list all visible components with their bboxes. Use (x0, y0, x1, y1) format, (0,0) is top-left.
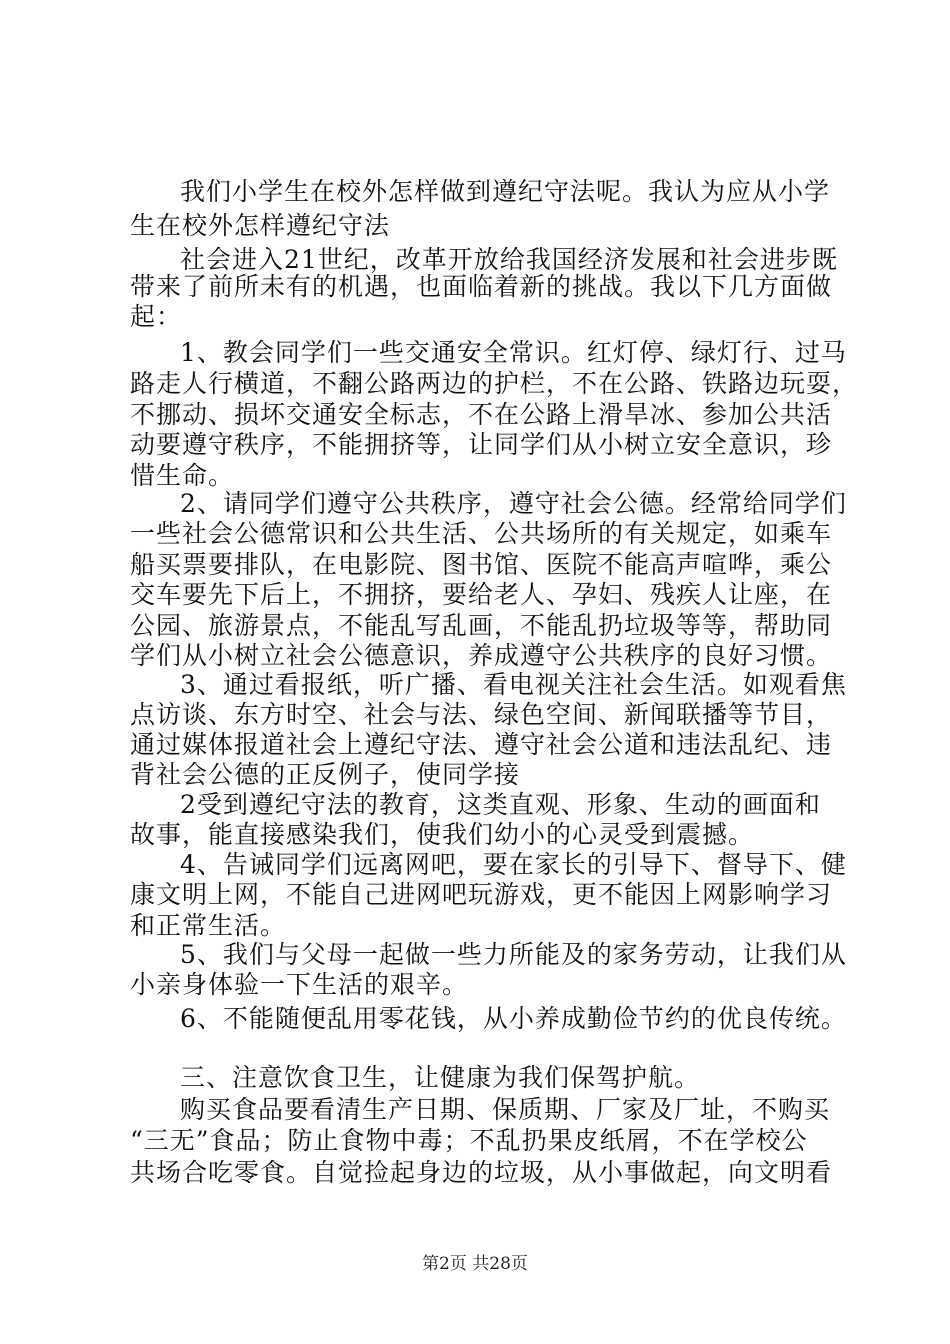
text-line: 点访谈、东方时空、社会与法、绿色空间、新闻联播等节目， (130, 700, 833, 729)
text-line: 公园、旅游景点，不能乱写乱画，不能乱扔垃圾等等，帮助同 (130, 611, 833, 640)
section-heading: 三、注意饮食卫生，让健康为我们保驾护航。 (180, 1063, 701, 1092)
text-line: 小亲身体验一下生活的艰辛。 (130, 970, 469, 999)
text-line: 共场合吃零食。自觉捡起身边的垃圾，从小事做起，向文明看 (130, 1158, 833, 1187)
text-line: 路走人行横道，不翻公路两边的护栏，不在公路、铁路边玩耍， (130, 369, 859, 398)
text-line: 交车要先下后上，不拥挤，要给老人、孕妇、残疾人让座，在 (130, 580, 833, 609)
text-line: 一些社会公德常识和公共生活、公共场所的有关规定，如乘车 (130, 519, 833, 548)
text-line: 6、不能随便乱用零花钱，从小养成勤俭节约的优良传统。 (180, 1004, 847, 1033)
text-line: 背社会公德的正反例子，使同学接 (130, 760, 521, 789)
text-line: 不挪动、损坏交通安全标志，不在公路上滑旱冰、参加公共活 (130, 400, 833, 429)
text-line: 船买票要排队，在电影院、图书馆、医院不能高声喧哗，乘公 (130, 550, 833, 579)
text-line: 购买食品要看清生产日期、保质期、厂家及厂址，不购买 (180, 1095, 831, 1124)
page-number-footer: 第2页 共28页 (422, 1254, 528, 1274)
text-line: 带来了前所未有的机遇，也面临着新的挑战。我以下几方面做 (130, 272, 833, 301)
text-line: 和正常生活。 (130, 911, 287, 940)
text-line: 2、请同学们遵守公共秩序，遵守社会公德。经常给同学们 (180, 489, 847, 518)
text-line: 我们小学生在校外怎样做到遵纪守法呢。我认为应从小学 (180, 177, 831, 206)
text-line: 4、告诫同学们远离网吧，要在家长的引导下、督导下、健 (180, 850, 847, 879)
text-line: 1、教会同学们一些交通安全常识。红灯停、绿灯行、过马 (180, 338, 847, 367)
text-line: 起： (130, 302, 183, 331)
text-line: 生在校外怎样遵纪守法 (130, 211, 391, 240)
text-line: 学们从小树立社会公德意识，养成遵守公共秩序的良好习惯。 (130, 641, 833, 670)
text-line: 通过媒体报道社会上遵纪守法、遵守社会公道和违法乱纪、违 (130, 730, 833, 759)
text-line: “三无”食品；防止食物中毒；不乱扔果皮纸屑，不在学校公 (130, 1126, 808, 1155)
text-line: 2受到遵纪守法的教育，这类直观、形象、生动的画面和 (180, 790, 821, 819)
text-line: 5、我们与父母一起做一些力所能及的家务劳动，让我们从 (180, 940, 847, 969)
text-line: 故事，能直接感染我们，使我们幼小的心灵受到震撼。 (130, 820, 755, 849)
text-line: 惜生命。 (130, 461, 235, 490)
text-line: 动要遵守秩序，不能拥挤等，让同学们从小树立安全意识，珍 (130, 430, 833, 459)
text-line: 3、通过看报纸，听广播、看电视关注社会生活。如观看焦 (180, 670, 847, 699)
text-line: 康文明上网，不能自己进网吧玩游戏，更不能因上网影响学习 (130, 880, 833, 909)
text-line: 社会进入21世纪，改革开放给我国经济发展和社会进步既 (180, 245, 838, 274)
